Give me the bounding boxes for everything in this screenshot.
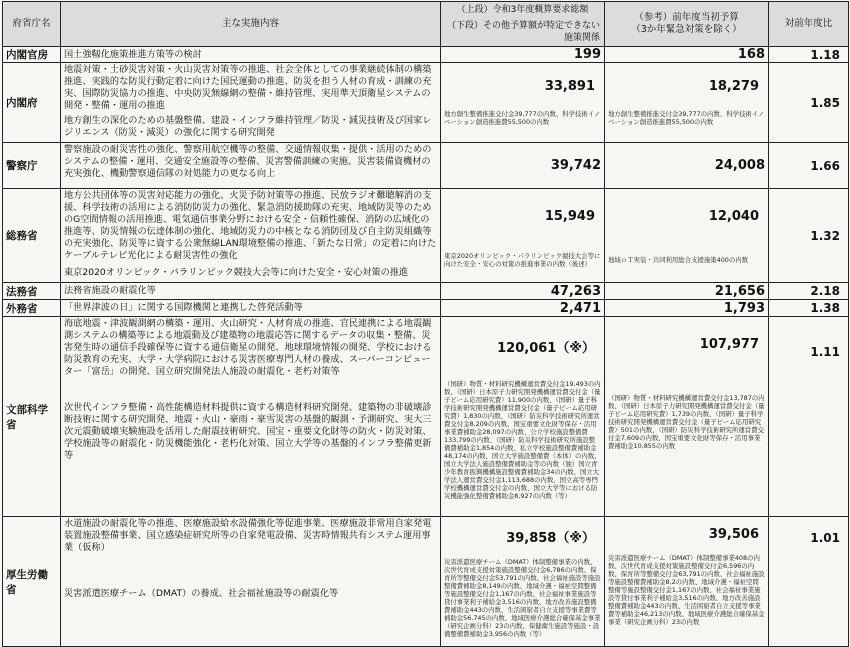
org-name: 厚生労働省 <box>3 517 61 647</box>
request-amount: 33,891 <box>544 79 595 94</box>
content-cell <box>61 143 441 189</box>
previous-cell <box>605 317 769 517</box>
header-previous: （参考）前年度当初予算 （3か年緊急対策を除く） <box>605 2 769 47</box>
request-amount: 39,742 <box>441 143 605 189</box>
budget-table-sheet <box>2 1 848 638</box>
ratio-value: 2.18 <box>769 283 849 300</box>
request-cell <box>441 63 605 143</box>
org-name: 内閣府 <box>3 63 61 143</box>
ratio-value: 1.85 <box>769 63 849 143</box>
request-cell <box>441 517 605 647</box>
request-note: （国研）物質・材料研究機構運営費交付金19,493の内数、（国研）日本原子力研究開発機構運営費交付金（量子ビーム応用研究費）11,900の内数、（国研）量子科学技術研究開発機構運営費交付金（量子ビーム応用研究費）1,830の内数、（国研）防災科学技術研究所運営費交付金8,209の内数、国宝重要文化財等保存・活用事業費補助金28,097の内数、公立学校施設整備費133,799の内数、（国研）防災科学技術研究所施設整備費補助金1,854の内数、私立学校施設整備費補助金48,174の内数、国立大学施設整備費（本体）の内数、国立大学法人施設整備費補助金等の内数（独）国立青少年教育振興機構施設整備費補助金34の内数、国立大学法人運営費交付金1,113,688の内数、国立高等専門学校機構運営費交付金の内数、国立大学等における防災機能強化整備費補助金8,927の内数（等） <box>444 380 601 500</box>
previous-amount: 39,506 <box>708 527 759 542</box>
previous-note: 災害派遣医療チーム（DMAT）体制整備事業408の内数、次世代育成支援対策施設整備交付金6,596の内数、保育所等整備交付金63,791の内数、社会福祉施設等施設整備費補助金8,2の内数、地域介護・福祉空間整備等施設整備交付金1,167の内数、社会福祉事業施設等貸付事業利子補給金3,516の内数、地方改善施設整備費補助金443の内数、生活困窮者自立支援等事業費等補助金46,213の内数、地域医療介護総合確保基金事業（研究企画分科）23の内数 <box>608 554 765 626</box>
org-name: 法務省 <box>3 283 61 300</box>
header-row <box>3 2 849 47</box>
header-org: 府省庁名 <box>3 2 61 47</box>
request-note: 東京2020オリンピック・パラリンピック競技大会等に向けた安全・安心の対策の推進事業の内数（後述） <box>444 252 601 268</box>
ratio-value: 1.11 <box>769 317 849 517</box>
previous-amount: 1,793 <box>605 300 769 317</box>
request-amount: 15,949 <box>544 209 595 224</box>
request-amount: 120,061（※） <box>497 341 595 356</box>
content-cell <box>61 47 441 63</box>
content-text: 国土強靱化施策推進方策等の検討 <box>64 48 202 60</box>
previous-amount: 21,656 <box>605 283 769 300</box>
previous-amount: 24,008 <box>605 143 769 189</box>
content-text: 「世界津波の日」に関する国際機関と連携した啓発活動等 <box>64 302 303 313</box>
previous-amount: 107,977 <box>699 337 759 352</box>
header-ratio: 対前年度比 <box>769 2 849 47</box>
previous-amount: 18,279 <box>708 79 759 94</box>
content-cell <box>61 300 441 317</box>
request-cell <box>441 189 605 283</box>
content-cell <box>61 517 441 647</box>
content-text: 災害派遣医療チーム（DMAT）の養成、社会福祉施設等の耐震化等 <box>64 588 339 599</box>
ratio-value: 1.18 <box>769 47 849 63</box>
table-row <box>3 300 849 317</box>
request-amount: 39,858（※） <box>506 531 595 546</box>
budget-table <box>2 1 849 647</box>
request-note: 地方創生整備推進交付金39,777の内数、科学技術イノベーション創造推進費55,500の内数 <box>444 110 601 126</box>
header-request <box>441 2 605 47</box>
table-row <box>3 189 849 283</box>
header-content: 主な実施内容 <box>61 2 441 47</box>
ratio-value: 1.38 <box>769 300 849 317</box>
previous-note: 地域ｏＴ実装・共同利用総合支援施策400の内数 <box>608 256 749 264</box>
content-text: 法務省施設の耐震化等 <box>64 285 156 296</box>
previous-cell <box>605 517 769 647</box>
table-row <box>3 47 849 63</box>
content-text: 警察施設の耐災害性の強化、警察用航空機等の整備、交通情報収集・提供・活用のためのシステムの整備・運用、交通安全施設等の整備、災害警備訓練の実施、災害装備資機材の充実強化、機動警察通信隊の対処能力の更なる向上 <box>64 144 432 179</box>
org-name: 外務省 <box>3 300 61 317</box>
content-text: 東京2020オリンピック・パラリンピック競技大会等に向けた安全・安心対策の推進 <box>64 267 409 278</box>
content-text: 海底地震・津波観測網の構築・運用、火山研究・人材育成の推進、官民連携による地震観測システムの構築等による地震動及び建築物の地震応答に関するデータの収集・整備、災害発生時の通信手段確保等に資する通信衛星の開発、地球環境情報の開発、学校における防災教育の充実、大学・大学病院における災害医療専門人材の養成、スーパーコンピューター「富岳」の開発、国立研究開発法人施設の耐震化・老朽対策等 <box>64 318 432 377</box>
header-request-top: （上段）令和3年度概算要求総額 <box>456 5 589 15</box>
org-name: 総務省 <box>3 189 61 283</box>
ratio-value: 1.32 <box>769 189 849 283</box>
table-row <box>3 317 849 517</box>
table-row <box>3 63 849 143</box>
request-note: 災害派遣医療チーム（DMAT）体制整備事業の内数、次世代育成支援対策施設整備交付金6,786の内数、保育所等整備交付金53,791の内数、社会福祉施設等施設整備費補助金8,149の内数、地域介護・福祉空間整備等施設整備交付金1,167の内数、社会福祉事業施設等貸付事業利子補給金3,516の内数、地方改善施設整備費補助金443の内数、生活困窮者自立支援等事業費等補助金56,745の内数、地域医療介護総合確保基金事業（研究企画分科）23の内数、保健衛生施設等施設・設備整備費補助金3,956の内数（等） <box>444 558 601 638</box>
request-amount: 2,471 <box>441 300 605 317</box>
org-name: 内閣官房 <box>3 47 61 63</box>
previous-cell <box>605 189 769 283</box>
request-cell <box>441 317 605 517</box>
content-cell <box>61 63 441 143</box>
table-row <box>3 143 849 189</box>
content-cell <box>61 317 441 517</box>
table-row <box>3 283 849 300</box>
previous-amount: 12,040 <box>708 209 759 224</box>
content-text: 水道施設の耐震化等の推進、医療施設給水設備強化等促進事業、医療施設非常用自家発電装置施設整備事業、国立感染症研究所等の自家発電設備、災害時情報共有システム運用事業（仮称） <box>64 518 432 553</box>
previous-note: （国研）物質・材料研究機構運営費交付金13,787の内数、（国研）日本原子力研究開発機構運営費交付金（量子ビーム応用研究費）1,739の内数、（国研）量子科学技術研究開発機構運営費交付金（量子ビーム応用研究費）501の内数、（国研）防災科学技術研究所運営費交付金7,609の内数、国宝重要文化財等保存・活用事業費補助金10,855の内数 <box>608 394 765 450</box>
ratio-value: 1.66 <box>769 143 849 189</box>
previous-amount: 168 <box>605 47 769 63</box>
ratio-value: 1.01 <box>769 517 849 647</box>
content-text: 地方公共団体等の災害対応能力の強化、火災予防対策等の推進、民放ラジオ難聴解消の支援、科学技術の活用による消防防災力の強化、緊急消防援助隊の充実、地域防災等のためのG空間情報の活用推進、電気通信事業分野における安全・信頼性確保、消防の広域化の推進等、防災情報の伝達体制の強化、地域防災力の中核となる消防団及び自主防災組織等の充実強化、防災等に資する公衆無線LAN環境整備の推進、「新たな日常」の定着に向けたケーブルテレビ光化による耐災害性の強化 <box>64 190 437 261</box>
request-amount: 47,263 <box>441 283 605 300</box>
content-text: 地方創生の深化のための基盤整備、建設・インフラ維持管理／防災・減災技術及び国家レジリエンス（防災・減災）の強化に関する研究開発 <box>64 115 432 138</box>
previous-cell <box>605 63 769 143</box>
content-text: 地震対策・土砂災害対策・火山災害対策等の推進、社会全体としての事業継続体制の構築推進、実践的な防災行動定着に向けた国民運動の推進、防災を担う人材の育成・訓練の充実、国際防災協力の推進、中央防災無線網の整備・維持管理、実用準天頂衛星システムの開発・整備・運用の推進 <box>64 64 432 111</box>
previous-note: 地方創生整備推進交付金39,777の内数、科学技術イノベーション創造推進費55,500の内数 <box>608 110 765 126</box>
header-request-bottom: （下段）その他予算額が特定できない施策関係 <box>446 21 600 43</box>
table-row <box>3 517 849 647</box>
org-name: 警察庁 <box>3 143 61 189</box>
org-name: 文部科学省 <box>3 317 61 517</box>
content-cell <box>61 283 441 300</box>
request-amount: 199 <box>441 47 605 63</box>
content-text: 次世代インフラ整備・高性能構造材料提供に資する構造材料研究開発、建築物の非破壊診断技術に関する研究開発、地震・火山・豪雨・豪雪災害の基盤的観測・予測研究、実大三次元震動破壊実験施設を活用した耐震技術研究、国宝・重要文化財等の防火・防災対策、学校施設等の耐震化・防災機能強化・老朽化対策、国立大学等の基盤的インフラ整備更新等 <box>64 402 432 461</box>
content-cell <box>61 189 441 283</box>
